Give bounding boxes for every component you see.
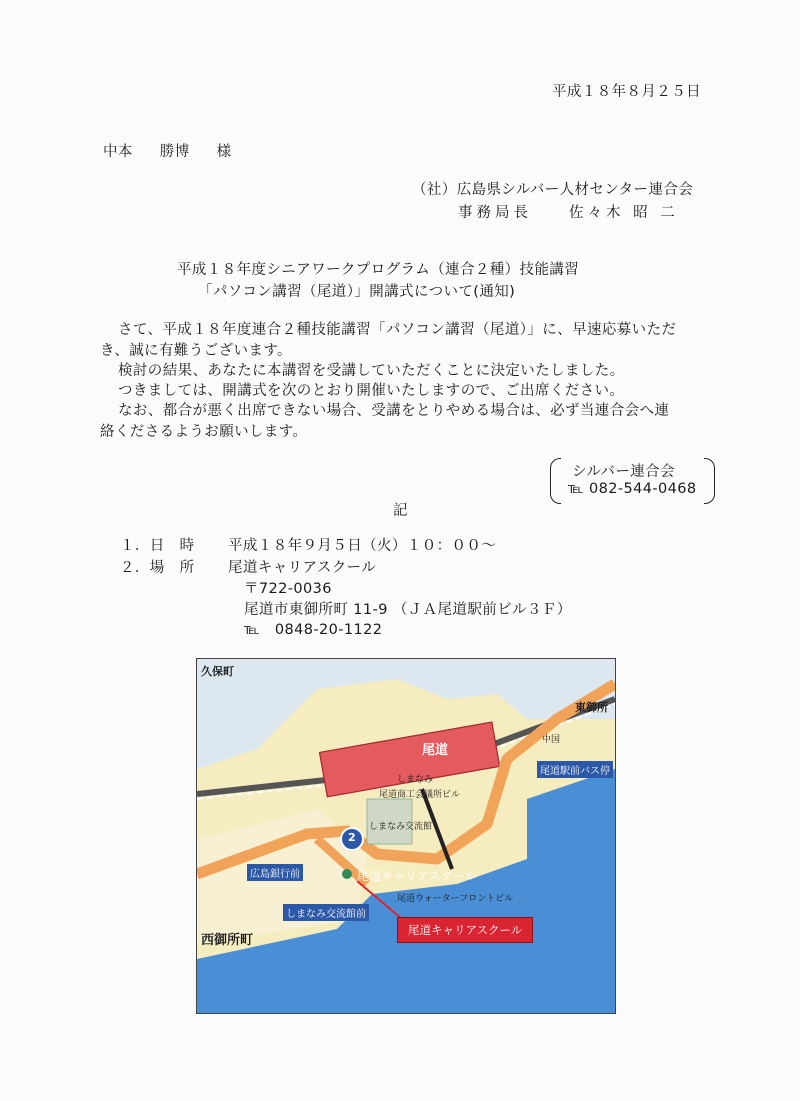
bracket-left	[550, 458, 561, 504]
location-map	[196, 658, 616, 1014]
body-line-1: さて、平成１８年度連合２種技能講習「パソコン講習（尾道）」に、早速応募いただ	[118, 322, 677, 338]
map-label-shimanami: しまなみ	[397, 775, 434, 785]
map-label-chamber-building: 尾道商工会議所ビル	[379, 790, 461, 800]
contact-tel: ℡ 082-544-0468	[568, 481, 697, 497]
school-marker	[342, 869, 352, 879]
notice-title-line1: 平成１８年度シニアワークプログラム（連合２種）技能講習	[177, 262, 580, 278]
ki-heading: 記	[393, 503, 408, 519]
address: 尾道市東御所町 11-9 （ＪＡ尾道駅前ビル３Ｆ）	[244, 602, 572, 618]
map-label-bank: 広島銀行前	[247, 864, 303, 881]
station-block	[320, 722, 500, 797]
map-route-number: 2	[348, 831, 356, 844]
map-label-kouryukan: しまなみ交流館	[369, 822, 433, 832]
map-label-kouryukan-stop: しまなみ交流館前	[283, 904, 369, 921]
map-label-school: 尾道キャリアスクール	[357, 869, 477, 883]
addressee: 中本 勝博 様	[103, 144, 232, 160]
school-callout-box: 尾道キャリアスクール	[397, 917, 533, 943]
body-line-6: 絡くださるようお願いします。	[100, 424, 308, 440]
postal-code: 〒722-0036	[244, 581, 332, 597]
body-line-2: き、誠に有難うございます。	[100, 343, 292, 359]
map-label-waterfront: 尾道ウォーターフロントビル	[397, 894, 514, 904]
letter-date: 平成１８年８月２５日	[552, 84, 701, 100]
map-label-town-top-left: 久保町	[201, 665, 234, 678]
map-label-town-top-right: 東御所	[575, 701, 608, 714]
body-line-3: 検討の結果、あなたに本講習を受講していただくことに決定いたしました。	[118, 363, 625, 379]
map-label-town-bottom-left: 西御所町	[201, 933, 254, 948]
bracket-right	[704, 458, 715, 504]
contact-name: シルバー連合会	[572, 464, 675, 480]
map-label-chuo: 中国	[542, 735, 561, 745]
map-label-bus-stop: 尾道駅前バス停	[537, 761, 613, 778]
contact-box	[550, 458, 715, 504]
sender-organization: （社）広島県シルバー人材センター連合会	[412, 182, 694, 198]
date-value: 平成１８年９月５日（火）１０：００～	[228, 538, 497, 554]
place-label: ２．場 所	[120, 560, 195, 576]
sender-name: 事務局長 佐々木 昭 二	[458, 205, 679, 221]
notice-title-line2: 「パソコン講習（尾道）」開講式について(通知)	[198, 284, 516, 300]
place-value: 尾道キャリアスクール	[228, 560, 377, 576]
map-label-station: 尾道	[422, 743, 449, 758]
date-label: １．日 時	[120, 538, 195, 554]
map-graphic	[197, 659, 615, 1013]
body-line-4: つきましては、開講式を次のとおり開催いたしますので、ご出席ください。	[118, 383, 625, 399]
body-line-5: なお、都合が悪く出席できない場合、受講をとりやめる場合は、必ず当連合会へ連	[118, 403, 670, 419]
venue-tel: ℡ 0848-20-1122	[244, 622, 383, 638]
